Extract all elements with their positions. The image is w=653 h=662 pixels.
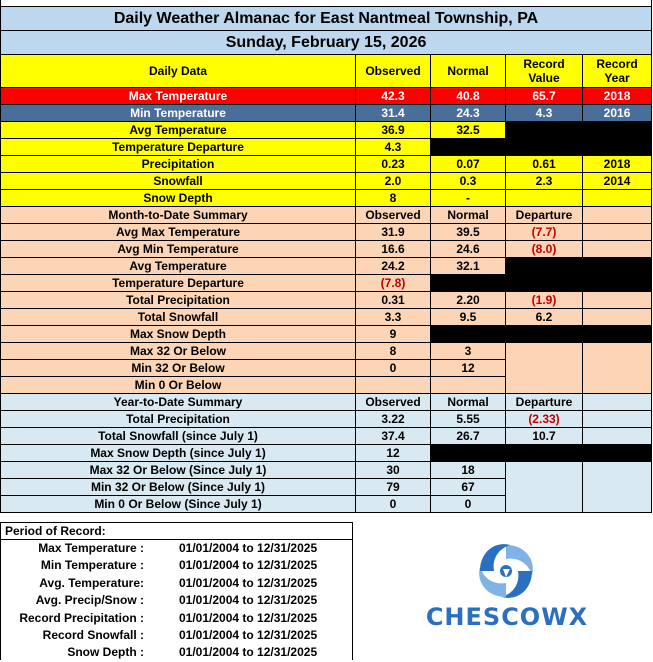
page-title: Daily Weather Almanac for East Nantmeal Township, PA bbox=[1, 7, 652, 31]
table-row bbox=[1, 411, 652, 428]
table-row bbox=[1, 309, 652, 326]
row-label: Total Precipitation bbox=[1, 292, 356, 309]
date-title: Sunday, February 15, 2026 bbox=[1, 31, 652, 55]
row-label: Min 32 Or Below (Since July 1) bbox=[1, 479, 356, 496]
observed-value: 3.3 bbox=[356, 309, 431, 326]
departure-value: 6.2 bbox=[506, 309, 583, 326]
observed-value: 0.31 bbox=[356, 292, 431, 309]
row-label: Total Snowfall bbox=[1, 309, 356, 326]
period-of-record-box bbox=[0, 522, 353, 660]
col-header: Record Value bbox=[506, 55, 583, 88]
table-row bbox=[1, 496, 652, 513]
departure-value: 10.7 bbox=[506, 428, 583, 445]
col-header: Normal bbox=[431, 207, 506, 224]
table-row bbox=[1, 428, 652, 445]
col-header: Record Year bbox=[583, 55, 652, 88]
row-label: Total Snowfall (since July 1) bbox=[1, 428, 356, 445]
observed-value: 4.3 bbox=[356, 139, 431, 156]
row-label: Temperature Departure bbox=[1, 139, 356, 156]
section-header: Month-to-Date Summary bbox=[1, 207, 356, 224]
observed-value: 79 bbox=[356, 479, 431, 496]
departure-value: (7.7) bbox=[506, 224, 583, 241]
table-row bbox=[1, 156, 652, 173]
row-label: Min 0 Or Below bbox=[1, 377, 356, 394]
col-header: Normal bbox=[431, 55, 506, 88]
row-label: Avg Max Temperature bbox=[1, 224, 356, 241]
period-range: 01/01/2004 to 12/31/2025 bbox=[179, 575, 318, 590]
table-row bbox=[1, 275, 652, 292]
period-range: 01/01/2004 to 12/31/2025 bbox=[179, 645, 318, 660]
row-label: Snowfall bbox=[1, 173, 356, 190]
table-row bbox=[1, 292, 652, 309]
row-label: Avg Min Temperature bbox=[1, 241, 356, 258]
col-header: Departure bbox=[506, 207, 583, 224]
period-of-record-title: Period of Record: bbox=[1, 523, 352, 540]
table-row bbox=[1, 343, 652, 360]
observed-value: 36.9 bbox=[356, 122, 431, 139]
observed-value: 31.9 bbox=[356, 224, 431, 241]
record-year: 2014 bbox=[583, 173, 652, 190]
period-label: Avg. Temperature: bbox=[39, 575, 144, 590]
normal-value: 26.7 bbox=[431, 428, 506, 445]
table-row bbox=[1, 224, 652, 241]
normal-value: 5.55 bbox=[431, 411, 506, 428]
normal-value: 40.8 bbox=[431, 88, 506, 105]
period-row bbox=[1, 557, 352, 574]
table-row bbox=[1, 122, 652, 139]
daily-header-row bbox=[1, 55, 652, 88]
table-row bbox=[1, 445, 652, 462]
hurricane-swirl-icon bbox=[382, 540, 632, 602]
normal-value: 0 bbox=[431, 496, 506, 513]
period-range: 01/01/2004 to 12/31/2025 bbox=[179, 558, 318, 573]
col-header: Daily Data bbox=[1, 55, 356, 88]
ytd-header-row bbox=[1, 394, 652, 411]
table-row bbox=[1, 105, 652, 122]
period-label: Record Precipitation : bbox=[19, 610, 144, 625]
period-label: Record Snowfall : bbox=[42, 627, 144, 642]
normal-value: - bbox=[431, 190, 506, 207]
period-label: Snow Depth : bbox=[67, 645, 144, 660]
departure-value: (2.33) bbox=[506, 411, 583, 428]
period-row bbox=[1, 575, 352, 592]
observed-value: 2.0 bbox=[356, 173, 431, 190]
row-label: Max Snow Depth bbox=[1, 326, 356, 343]
table-row bbox=[1, 139, 652, 156]
observed-value: 0.23 bbox=[356, 156, 431, 173]
normal-value: 0.3 bbox=[431, 173, 506, 190]
observed-value: 12 bbox=[356, 445, 431, 462]
row-label: Min 0 Or Below (Since July 1) bbox=[1, 496, 356, 513]
observed-value: 37.4 bbox=[356, 428, 431, 445]
period-range: 01/01/2004 to 12/31/2025 bbox=[179, 610, 318, 625]
row-label: Max Temperature bbox=[1, 88, 356, 105]
normal-value bbox=[431, 377, 506, 394]
table-row bbox=[1, 360, 652, 377]
col-header: Observed bbox=[356, 207, 431, 224]
record-value: 65.7 bbox=[506, 88, 583, 105]
observed-value: 8 bbox=[356, 190, 431, 207]
departure-value: (8.0) bbox=[506, 241, 583, 258]
record-year: 2018 bbox=[583, 88, 652, 105]
period-row bbox=[1, 627, 352, 644]
period-range: 01/01/2004 to 12/31/2025 bbox=[179, 627, 318, 642]
observed-value: 9 bbox=[356, 326, 431, 343]
table-row bbox=[1, 241, 652, 258]
period-row bbox=[1, 644, 352, 661]
normal-value: 24.3 bbox=[431, 105, 506, 122]
table-row bbox=[1, 190, 652, 207]
col-header: Observed bbox=[356, 394, 431, 411]
row-label: Max Snow Depth (since July 1) bbox=[1, 445, 356, 462]
record-value: 4.3 bbox=[506, 105, 583, 122]
period-label: Avg. Precip/Snow : bbox=[35, 593, 144, 608]
col-header: Departure bbox=[506, 394, 583, 411]
observed-value: 42.3 bbox=[356, 88, 431, 105]
normal-value: 32.1 bbox=[431, 258, 506, 275]
observed-value: 0 bbox=[356, 360, 431, 377]
normal-value: 32.5 bbox=[431, 122, 506, 139]
row-label: Max 32 Or Below (Since July 1) bbox=[1, 462, 356, 479]
row-label: Snow Depth bbox=[1, 190, 356, 207]
observed-value: 3.22 bbox=[356, 411, 431, 428]
period-label: Min Temperature : bbox=[40, 558, 144, 573]
observed-value: 8 bbox=[356, 343, 431, 360]
observed-value: 30 bbox=[356, 462, 431, 479]
normal-value: 39.5 bbox=[431, 224, 506, 241]
period-range: 01/01/2004 to 12/31/2025 bbox=[179, 593, 318, 608]
observed-value: 24.2 bbox=[356, 258, 431, 275]
record-year: 2016 bbox=[583, 105, 652, 122]
normal-value: 24.6 bbox=[431, 241, 506, 258]
observed-value bbox=[356, 377, 431, 394]
observed-value: 0 bbox=[356, 496, 431, 513]
normal-value: 12 bbox=[431, 360, 506, 377]
col-header: Normal bbox=[431, 394, 506, 411]
record-value: 0.61 bbox=[506, 156, 583, 173]
observed-value: 16.6 bbox=[356, 241, 431, 258]
logo-text: CHESCOWX bbox=[425, 603, 589, 631]
observed-value: 31.4 bbox=[356, 105, 431, 122]
table-row bbox=[1, 173, 652, 190]
normal-value: 9.5 bbox=[431, 309, 506, 326]
table-row bbox=[1, 326, 652, 343]
period-label: Max Temperature : bbox=[38, 541, 144, 555]
table-row bbox=[1, 377, 652, 394]
row-label: Min Temperature bbox=[1, 105, 356, 122]
normal-value: 67 bbox=[431, 479, 506, 496]
table-row bbox=[1, 258, 652, 275]
row-label: Avg Temperature bbox=[1, 258, 356, 275]
normal-value: 0.07 bbox=[431, 156, 506, 173]
record-value: 2.3 bbox=[506, 173, 583, 190]
period-row bbox=[1, 592, 352, 609]
table-row bbox=[1, 462, 652, 479]
row-label: Precipitation bbox=[1, 156, 356, 173]
table-row bbox=[1, 88, 652, 105]
row-label: Total Precipitation bbox=[1, 411, 356, 428]
period-row bbox=[1, 610, 352, 627]
normal-value: 18 bbox=[431, 462, 506, 479]
departure-value: (1.9) bbox=[506, 292, 583, 309]
period-range: 01/01/2004 to 12/31/2025 bbox=[179, 541, 318, 555]
row-label: Temperature Departure bbox=[1, 275, 356, 292]
section-header: Year-to-Date Summary bbox=[1, 394, 356, 411]
chescowx-logo bbox=[382, 540, 632, 645]
row-label: Avg Temperature bbox=[1, 122, 356, 139]
period-row bbox=[1, 540, 352, 557]
normal-value: 2.20 bbox=[431, 292, 506, 309]
row-label: Max 32 Or Below bbox=[1, 343, 356, 360]
row-label: Min 32 Or Below bbox=[1, 360, 356, 377]
mtd-header-row bbox=[1, 207, 652, 224]
col-header: Observed bbox=[356, 55, 431, 88]
observed-value: (7.8) bbox=[356, 275, 431, 292]
normal-value: 3 bbox=[431, 343, 506, 360]
record-year: 2018 bbox=[583, 156, 652, 173]
table-row bbox=[1, 479, 652, 496]
